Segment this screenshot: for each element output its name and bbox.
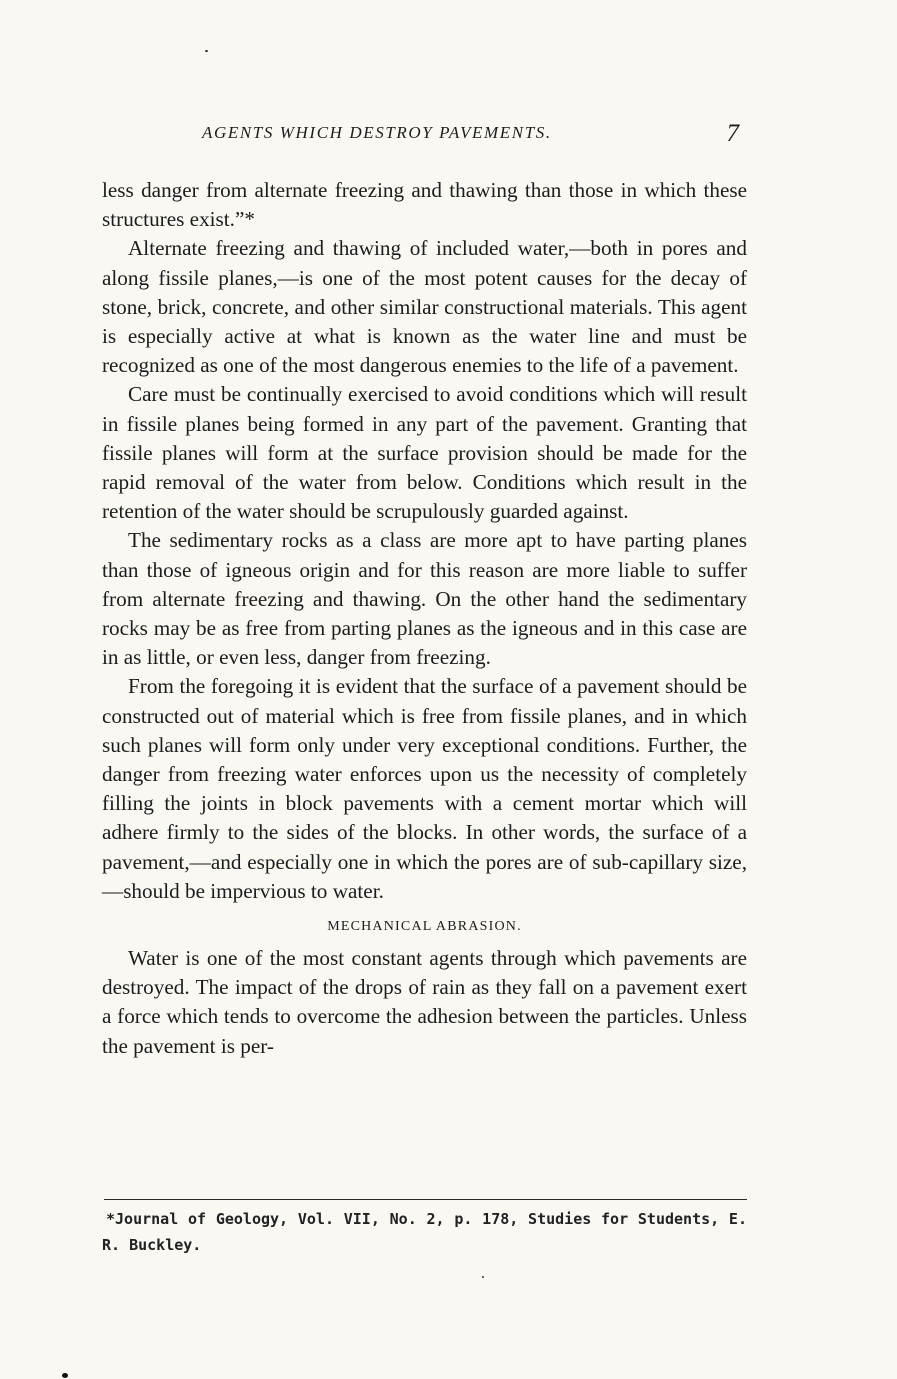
book-page [102,0,747,1379]
footnote: *Journal of Geology, Vol. VII, No. 2, p. 178, Studies for Students, E. R. Buckley. [102,1210,747,1254]
scan-speck-bottom [482,1276,484,1278]
running-header [102,120,747,152]
paragraph-freezing-thawing: Alternate freezing and thawing of included water,—both in pores and along fissile planes,—is one of the most potent causes for the decay of stone, brick, concrete, and other similar constructional materials. This agent is especially active at what is known as the water line and must be recognized as one of the most dangerous enemies to the life of a pavement. [102,236,747,378]
scan-speck-top [205,50,208,52]
section-heading: MECHANICAL ABRASION. [327,919,522,935]
paragraph-sedimentary-rocks: The sedimentary rocks as a class are more apt to have parting planes than those of igneous origin and for this reason are more liable to suffer from alternate freezing and thawing. On the other hand the sedimentary rocks may be as free from parting planes as the igneous and in this case are in as little, or even less, danger from freezing. [102,528,747,670]
paragraph-surface-construction: From the foregoing it is evident that the surface of a pavement should be constructed out of material which is free from fissile planes, and in which such planes will form only under very exceptional conditions. Further, the danger from freezing water enforces upon us the necessity of completely filling the joints in block pavements with a cement mortar which will adhere firmly to the sides of the blocks. In other words, the surface of a pavement,—and especially one in which the pores are of sub-capillary size,—should be impervious to water. [102,674,747,903]
paragraph-fissile-planes: Care must be continually exercised to avoid conditions which will result in fissile planes being formed in any part of the pavement. Granting that fissile planes will form at the surface provision should be made for the rapid removal of the water from below. Conditions which result in the retention of the water should be scrupulously guarded against. [102,382,747,524]
footnote-divider [104,1199,747,1200]
paragraph-continued: less danger from alternate freezing and thawing than those in which these structures exist.”* [102,178,747,232]
page-number: 7 [726,120,739,147]
body-text [102,176,747,1061]
paragraph-mechanical-abrasion: Water is one of the most constant agents through which pavements are destroyed. The impact of the drops of rain as they fall on a pavement exert a force which tends to overcome the adhesion between the particles. Unless the pavement is per- [102,946,747,1058]
scan-speck-corner [62,1373,68,1378]
running-title: AGENTS WHICH DESTROY PAVEMENTS. [202,123,552,142]
